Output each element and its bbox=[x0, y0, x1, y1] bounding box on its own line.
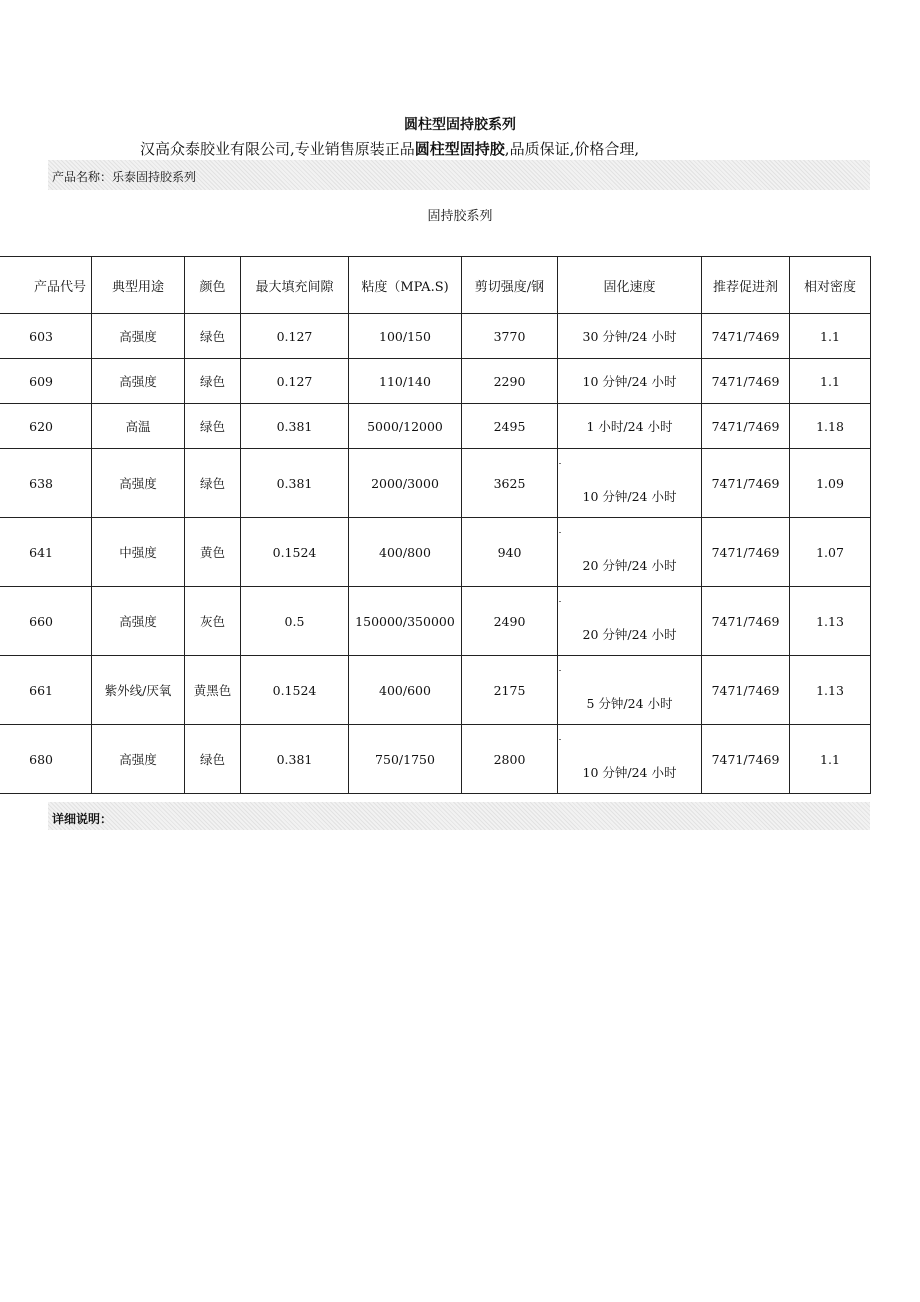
cell-cure-text: 10 分钟/24 小时 bbox=[582, 765, 677, 780]
cell-gap: 0.5 bbox=[241, 587, 349, 656]
cell-code: 638 bbox=[0, 449, 92, 518]
page-title: 圆柱型固持胶系列 bbox=[404, 117, 516, 133]
cell-density: 1.1 bbox=[790, 725, 871, 794]
product-name-bar bbox=[48, 160, 870, 190]
cell-use: 高强度 bbox=[92, 314, 185, 359]
cell-shear: 3625 bbox=[462, 449, 558, 518]
cell-cure: 1 小时/24 小时 bbox=[558, 404, 702, 449]
cell-viscosity: 100/150 bbox=[349, 314, 462, 359]
cell-density: 1.1 bbox=[790, 359, 871, 404]
cell-use: 高强度 bbox=[92, 725, 185, 794]
intro-bold-product: 圆柱型固持胶 bbox=[414, 140, 505, 158]
cell-use: 紫外线/厌氧 bbox=[92, 656, 185, 725]
table-row bbox=[0, 359, 871, 404]
cell-cure: 30 分钟/24 小时 bbox=[558, 314, 702, 359]
cell-cure bbox=[558, 518, 702, 587]
cell-activator: 7471/7469 bbox=[702, 359, 790, 404]
detail-bar bbox=[48, 802, 870, 830]
cell-gap: 0.381 bbox=[241, 404, 349, 449]
cell-use: 高强度 bbox=[92, 587, 185, 656]
cell-code: 680 bbox=[0, 725, 92, 794]
cell-use: 高温 bbox=[92, 404, 185, 449]
cell-viscosity: 400/600 bbox=[349, 656, 462, 725]
cell-density: 1.07 bbox=[790, 518, 871, 587]
cell-code: 660 bbox=[0, 587, 92, 656]
header-gap: 最大填充间隙 bbox=[241, 257, 349, 314]
cell-density: 1.13 bbox=[790, 656, 871, 725]
cell-activator: 7471/7469 bbox=[702, 404, 790, 449]
cell-shear: 2290 bbox=[462, 359, 558, 404]
cell-cure-text: 20 分钟/24 小时 bbox=[582, 627, 677, 642]
cell-gap: 0.381 bbox=[241, 725, 349, 794]
cell-gap: 0.381 bbox=[241, 449, 349, 518]
cell-shear: 3770 bbox=[462, 314, 558, 359]
header-cure: 固化速度 bbox=[558, 257, 702, 314]
cell-activator: 7471/7469 bbox=[702, 314, 790, 359]
cell-cure-text: 5 分钟/24 小时 bbox=[586, 696, 673, 711]
cell-viscosity: 110/140 bbox=[349, 359, 462, 404]
cell-gap: 0.1524 bbox=[241, 656, 349, 725]
product-name-label: 产品名称：乐泰固持胶系列 bbox=[52, 170, 197, 184]
cell-cure bbox=[558, 656, 702, 725]
cell-viscosity: 2000/3000 bbox=[349, 449, 462, 518]
intro-text bbox=[140, 138, 639, 159]
header-shear: 剪切强度/钢 bbox=[462, 257, 558, 314]
table-subtitle: 固持胶系列 bbox=[427, 209, 493, 224]
cell-color: 黄色 bbox=[185, 518, 241, 587]
cell-activator: 7471/7469 bbox=[702, 518, 790, 587]
cell-color: 绿色 bbox=[185, 404, 241, 449]
cell-shear: 940 bbox=[462, 518, 558, 587]
cell-cure bbox=[558, 587, 702, 656]
table-row bbox=[0, 404, 871, 449]
cell-gap: 0.127 bbox=[241, 314, 349, 359]
cell-code: 609 bbox=[0, 359, 92, 404]
table-row bbox=[0, 725, 871, 794]
intro-before: 汉高众泰胶业有限公司,专业销售原装正品 bbox=[140, 140, 415, 158]
cell-color: 黄黑色 bbox=[185, 656, 241, 725]
cell-cure: 10 分钟/24 小时 bbox=[558, 359, 702, 404]
cell-cure bbox=[558, 725, 702, 794]
header-activator: 推荐促进剂 bbox=[702, 257, 790, 314]
cell-color: 绿色 bbox=[185, 314, 241, 359]
table-row bbox=[0, 314, 871, 359]
cell-code: 620 bbox=[0, 404, 92, 449]
table-row bbox=[0, 449, 871, 518]
cell-color: 绿色 bbox=[185, 359, 241, 404]
cell-color: 绿色 bbox=[185, 449, 241, 518]
cell-use: 高强度 bbox=[92, 449, 185, 518]
table-row bbox=[0, 587, 871, 656]
cell-code: 603 bbox=[0, 314, 92, 359]
cell-code: 641 bbox=[0, 518, 92, 587]
cell-shear: 2490 bbox=[462, 587, 558, 656]
cell-shear: 2495 bbox=[462, 404, 558, 449]
cell-activator: 7471/7469 bbox=[702, 587, 790, 656]
cell-viscosity: 5000/12000 bbox=[349, 404, 462, 449]
cell-color: 灰色 bbox=[185, 587, 241, 656]
cell-viscosity: 150000/350000 bbox=[349, 587, 462, 656]
spec-table-wrapper bbox=[29, 256, 870, 794]
intro-after: ,品质保证,价格合理, bbox=[504, 140, 640, 158]
detail-label: 详细说明： bbox=[52, 812, 113, 826]
cell-density: 1.1 bbox=[790, 314, 871, 359]
header-code: 产品代号 bbox=[0, 257, 92, 314]
header-use: 典型用途 bbox=[92, 257, 185, 314]
spec-table bbox=[0, 256, 871, 794]
cell-viscosity: 400/800 bbox=[349, 518, 462, 587]
table-row bbox=[0, 656, 871, 725]
header-density: 相对密度 bbox=[790, 257, 871, 314]
cell-shear: 2175 bbox=[462, 656, 558, 725]
cell-cure-text: 20 分钟/24 小时 bbox=[582, 558, 677, 573]
cell-use: 中强度 bbox=[92, 518, 185, 587]
cell-activator: 7471/7469 bbox=[702, 656, 790, 725]
cell-activator: 7471/7469 bbox=[702, 449, 790, 518]
header-viscosity: 粘度（MPA.S) bbox=[349, 257, 462, 314]
cell-code: 661 bbox=[0, 656, 92, 725]
cell-gap: 0.127 bbox=[241, 359, 349, 404]
cell-activator: 7471/7469 bbox=[702, 725, 790, 794]
cell-viscosity: 750/1750 bbox=[349, 725, 462, 794]
table-header-row bbox=[0, 257, 871, 314]
cell-density: 1.09 bbox=[790, 449, 871, 518]
cell-color: 绿色 bbox=[185, 725, 241, 794]
cell-cure bbox=[558, 449, 702, 518]
cell-use: 高强度 bbox=[92, 359, 185, 404]
table-row bbox=[0, 518, 871, 587]
cell-density: 1.13 bbox=[790, 587, 871, 656]
cell-density: 1.18 bbox=[790, 404, 871, 449]
header-color: 颜色 bbox=[185, 257, 241, 314]
cell-gap: 0.1524 bbox=[241, 518, 349, 587]
cell-cure-text: 10 分钟/24 小时 bbox=[582, 489, 677, 504]
cell-shear: 2800 bbox=[462, 725, 558, 794]
